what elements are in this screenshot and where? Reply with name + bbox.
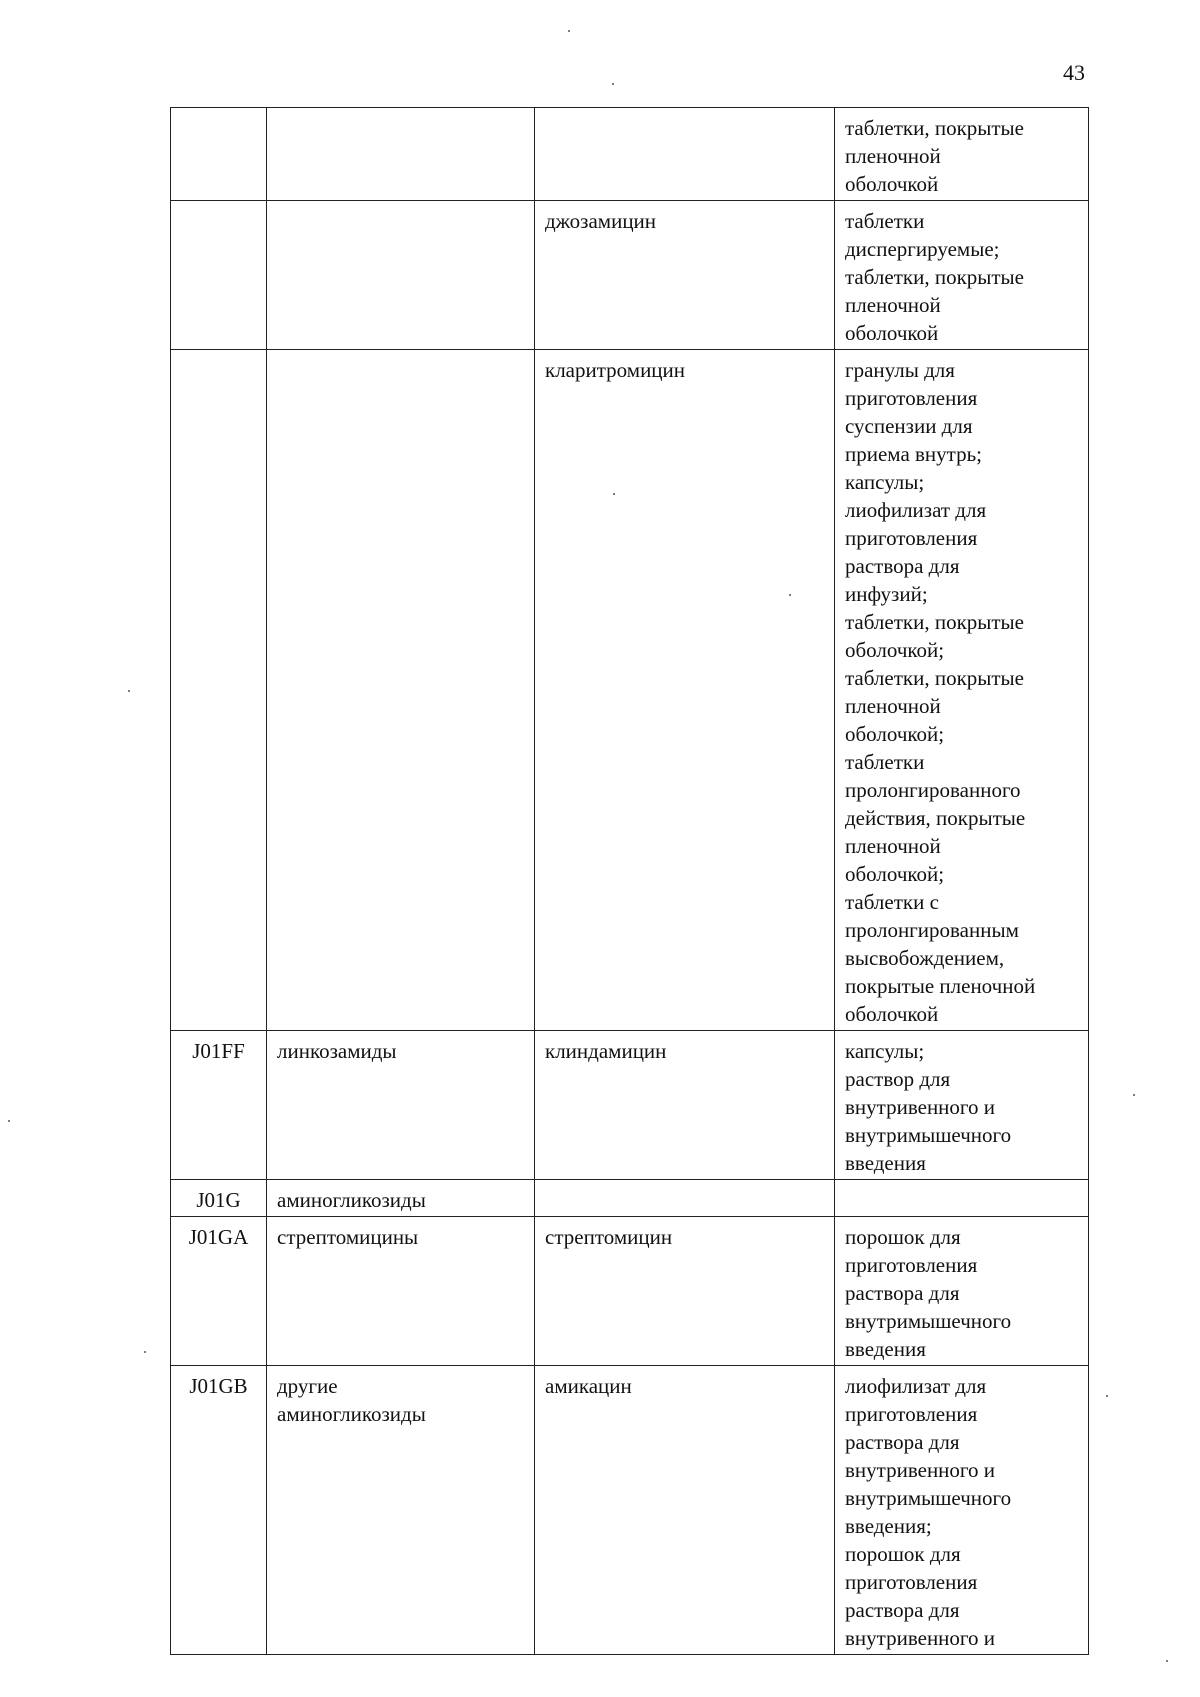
drug-cell: кларитромицин <box>535 350 835 1031</box>
table-row <box>171 350 1089 1031</box>
drug-cell: амикацин <box>535 1366 835 1655</box>
dosage-forms-cell <box>835 1180 1089 1217</box>
group-cell <box>267 350 535 1031</box>
atc-code-cell: J01GA <box>171 1217 267 1366</box>
table-row <box>171 108 1089 201</box>
group-cell <box>267 201 535 350</box>
dosage-forms-cell: гранулы для приготовления суспензии для приема внутрь; капсулы; лиофилизат для приготовления раствора для инфузий; таблетки, покрытые оболочкой; таблетки, покрытые пленочной оболочкой; таблетки пролонгированного действия, покрытые пленочной оболочкой; таблетки с пролонгированным высвобождением, покрытые пленочной оболочкой <box>835 350 1089 1031</box>
group-cell: другие аминогликозиды <box>267 1366 535 1655</box>
group-cell: аминогликозиды <box>267 1180 535 1217</box>
drug-cell <box>535 108 835 201</box>
atc-code-cell: J01G <box>171 1180 267 1217</box>
table-row <box>171 1031 1089 1180</box>
table-row <box>171 1217 1089 1366</box>
atc-code-cell <box>171 201 267 350</box>
drug-cell: клиндамицин <box>535 1031 835 1180</box>
table-row <box>171 1366 1089 1655</box>
group-cell <box>267 108 535 201</box>
drug-cell: стрептомицин <box>535 1217 835 1366</box>
atc-code-cell: J01GB <box>171 1366 267 1655</box>
table-row <box>171 1180 1089 1217</box>
dosage-forms-cell: лиофилизат для приготовления раствора для внутривенного и внутримышечного введения; порошок для приготовления раствора для внутривенного и <box>835 1366 1089 1655</box>
table-row <box>171 201 1089 350</box>
atc-code-cell <box>171 350 267 1031</box>
page-number: 43 <box>1063 60 1085 85</box>
drug-table <box>170 107 1089 1655</box>
dosage-forms-cell: порошок для приготовления раствора для внутримышечного введения <box>835 1217 1089 1366</box>
group-cell: стрептомицины <box>267 1217 535 1366</box>
atc-code-cell: J01FF <box>171 1031 267 1180</box>
drug-cell <box>535 1180 835 1217</box>
group-cell: линкозамиды <box>267 1031 535 1180</box>
dosage-forms-cell: капсулы; раствор для внутривенного и внутримышечного введения <box>835 1031 1089 1180</box>
drug-cell: джозамицин <box>535 201 835 350</box>
dosage-forms-cell: таблетки, покрытые пленочной оболочкой <box>835 108 1089 201</box>
atc-code-cell <box>171 108 267 201</box>
dosage-forms-cell: таблетки диспергируемые; таблетки, покрытые пленочной оболочкой <box>835 201 1089 350</box>
